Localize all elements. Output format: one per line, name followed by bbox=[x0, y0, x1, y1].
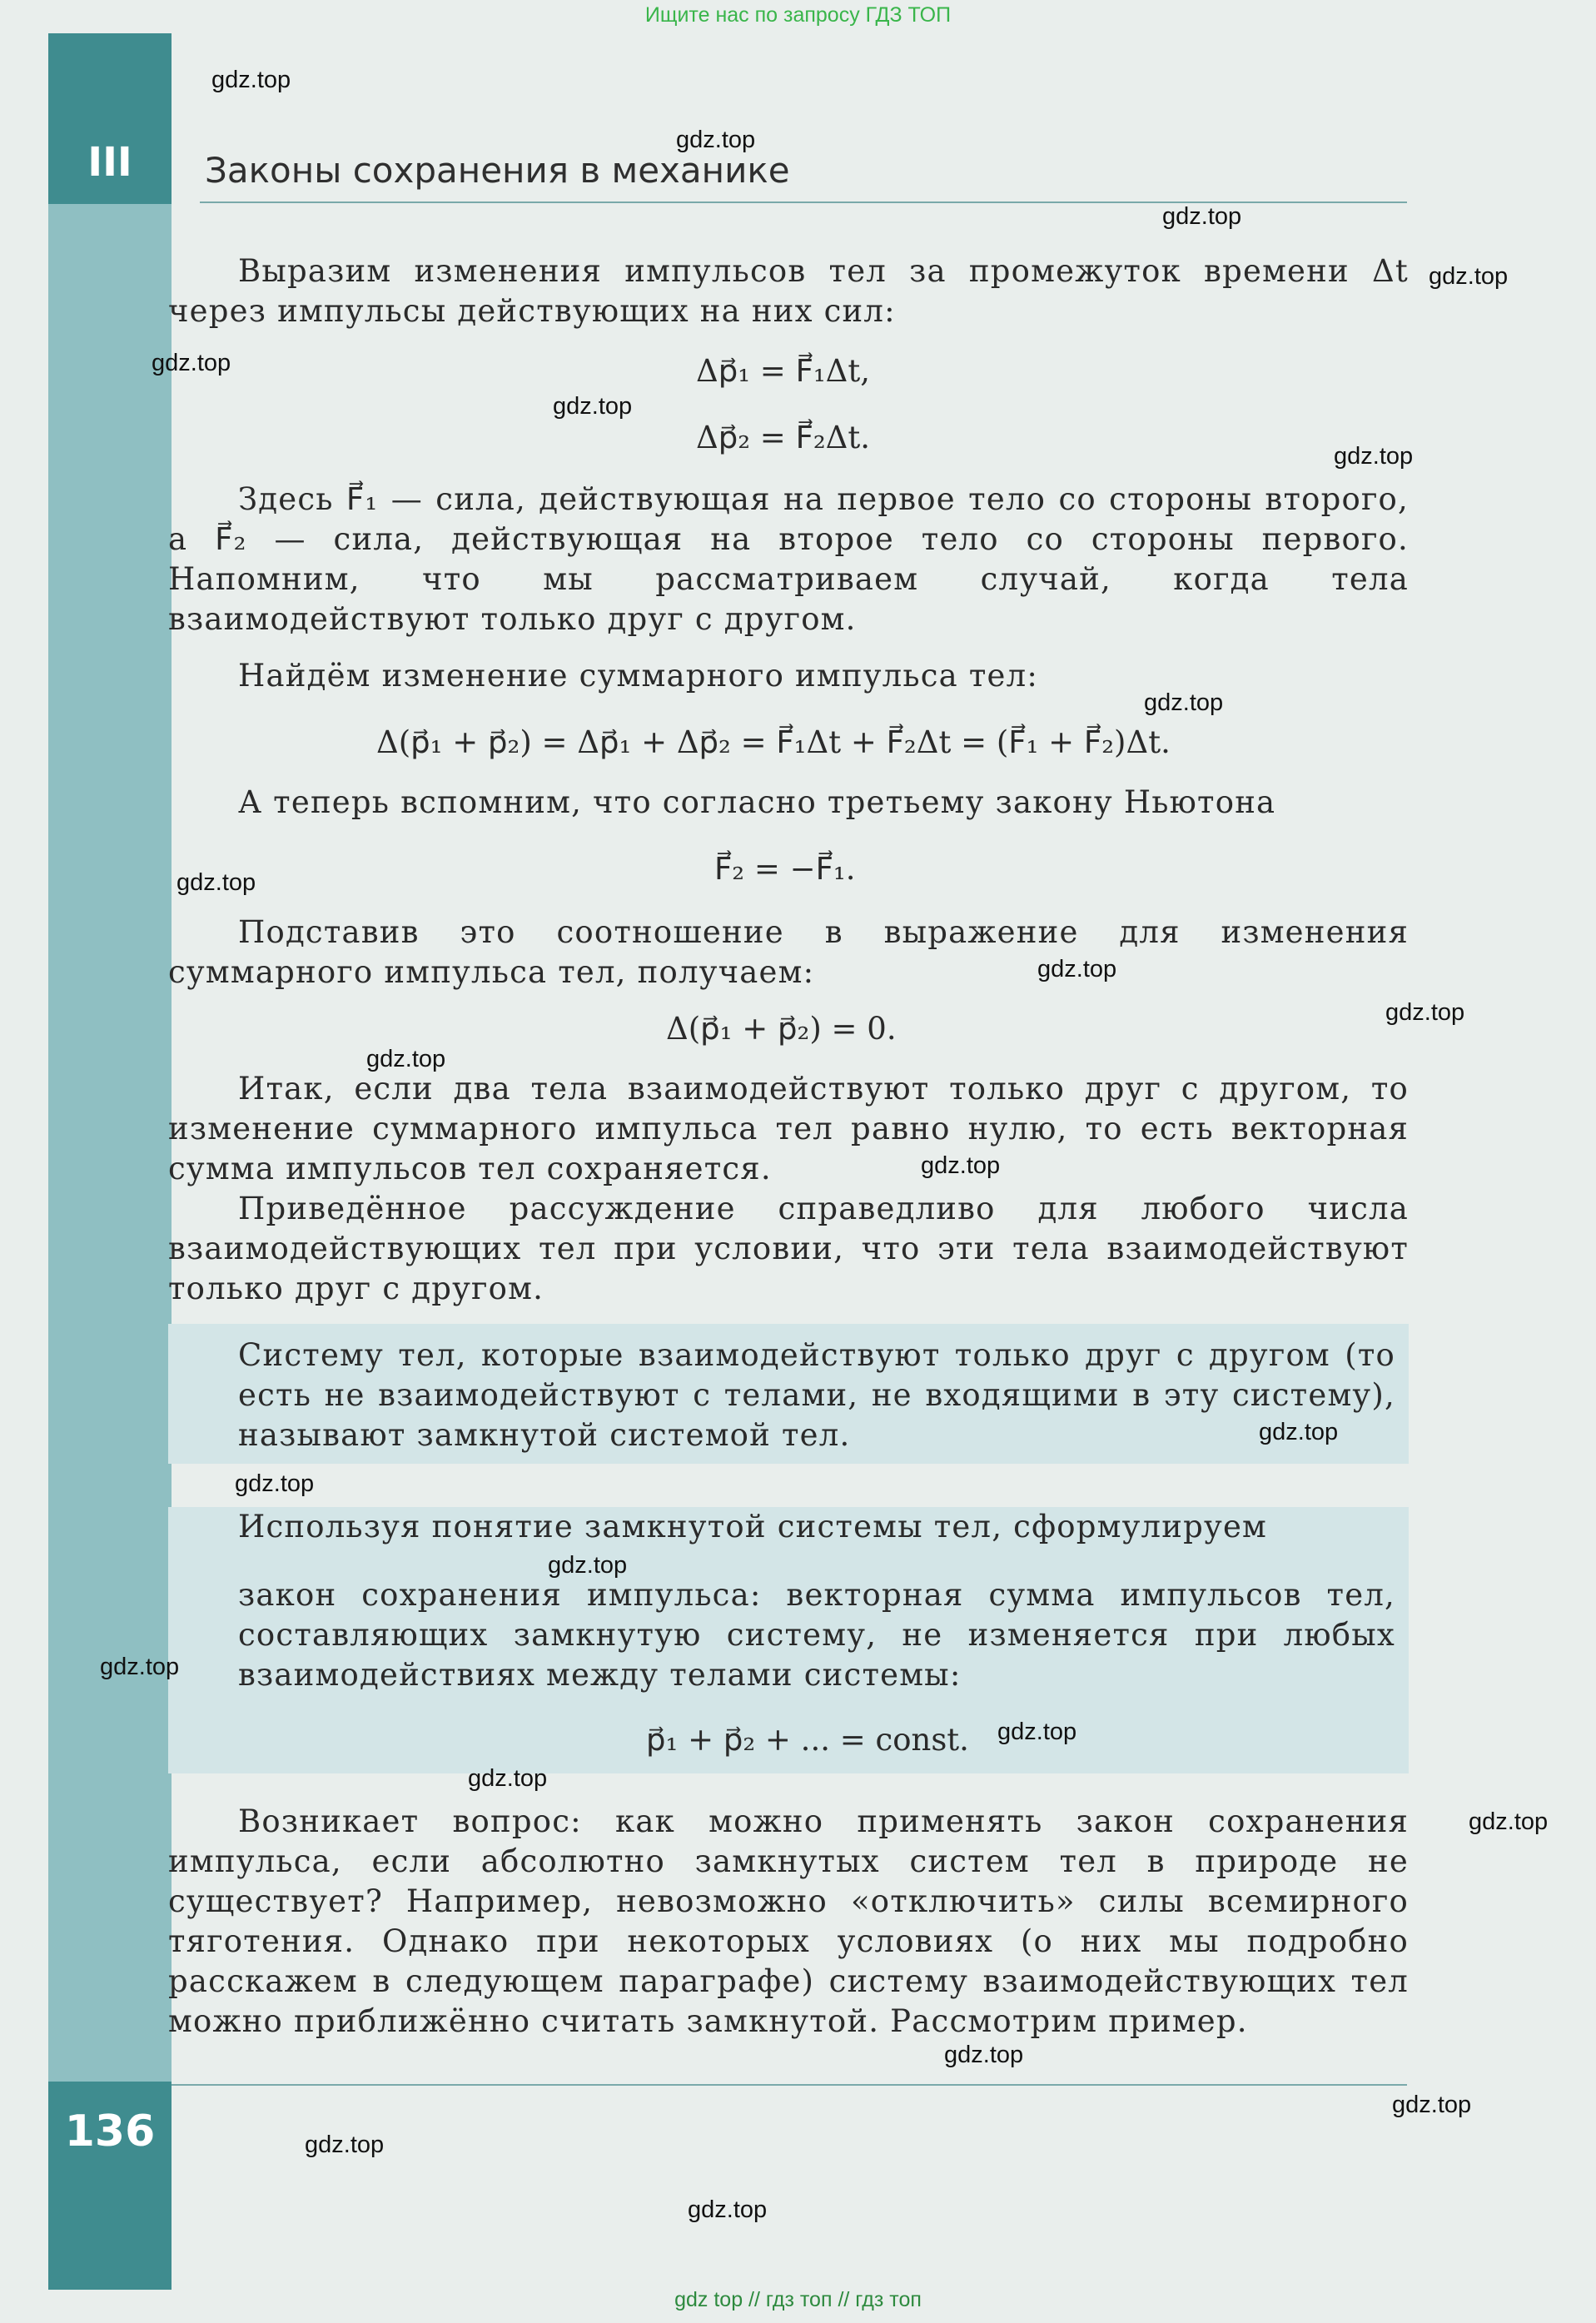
watermark: gdz.top bbox=[1429, 263, 1509, 290]
definition-text: Систему тел, которые взаимодействуют только друг с другом (то есть не взаимодействуют с телами, не входящими в эту систему), называют замкнутой системой тел. bbox=[238, 1337, 1395, 1453]
watermark: gdz.top bbox=[553, 393, 633, 420]
watermark: gdz.top bbox=[100, 1654, 180, 1680]
watermark: gdz.top bbox=[1037, 956, 1117, 982]
watermark: gdz.top bbox=[997, 1719, 1077, 1745]
formula-3: Δ(p⃗₁ + p⃗₂) = Δp⃗₁ + Δp⃗₂ = F⃗₁Δt + F⃗₂Δt = (F⃗₁ + F⃗₂)Δt. bbox=[376, 724, 1171, 760]
watermark: gdz.top bbox=[1162, 203, 1242, 230]
page-number: 136 bbox=[48, 2082, 172, 2290]
paragraph-4: А теперь вспомним, что согласно третьему закону Ньютона bbox=[238, 784, 1276, 820]
page-title: Законы сохранения в механике bbox=[205, 150, 790, 191]
watermark: gdz.top bbox=[235, 1470, 315, 1497]
watermark: gdz.top bbox=[688, 2196, 768, 2223]
paragraph-6: Итак, если два тела взаимодействуют только друг с другом, то изменение суммарного импульса тел равно нулю, то есть векторная сумма импульсов тел сохраняется. bbox=[168, 1071, 1409, 1186]
watermark: gdz.top bbox=[1334, 443, 1414, 470]
paragraph-9: Возникает вопрос: как можно применять закон сохранения импульса, если абсолютно замкнутых систем тел в природе не существует? Например, невозможно «отключить» силы всемирного тяготения. Однако при некоторых условиях (о них мы подробно расскажем в следующем параграфе) систему взаимодействующих тел можно приближённо считать замкнутой. Рассмотрим пример. bbox=[168, 1803, 1409, 2039]
watermark: gdz.top bbox=[305, 2131, 385, 2158]
watermark: gdz.top bbox=[1259, 1419, 1339, 1445]
paragraph-5: Подставив это соотношение в выражение для изменения суммарного импульса тел, получаем: bbox=[168, 914, 1409, 990]
watermark: gdz.top bbox=[1392, 2092, 1472, 2118]
formula-2: Δp⃗₂ = F⃗₂Δt. bbox=[696, 420, 871, 455]
formula-1: Δp⃗₁ = F⃗₁Δt, bbox=[696, 353, 871, 389]
watermark: gdz.top bbox=[468, 1765, 548, 1792]
watermark: gdz.top bbox=[152, 350, 231, 376]
watermark: gdz.top bbox=[1385, 999, 1465, 1026]
watermark: gdz.top bbox=[676, 127, 756, 153]
paragraph-3: Найдём изменение суммарного импульса тел: bbox=[238, 658, 1039, 694]
watermark: gdz.top bbox=[177, 869, 256, 896]
footer-divider bbox=[172, 2084, 1407, 2086]
paragraph-8: Используя понятие замкнутой системы тел, сформулируем bbox=[238, 1509, 1268, 1545]
law-text: закон сохранения импульса: векторная сумма импульсов тел, составляющих замкнутую систему, не изменяется при любых взаимодействиях между телами системы: bbox=[238, 1577, 1395, 1693]
top-banner: Ищите нас по запросу ГДЗ ТОП bbox=[644, 3, 952, 27]
watermark: gdz.top bbox=[921, 1152, 1001, 1179]
paragraph-2: Здесь F⃗₁ — сила, действующая на первое тело со стороны второго, а F⃗₂ — сила, действующая на второе тело со стороны первого. Напомним, что мы рассматриваем случай, когда тела взаимодействуют только друг с другом. bbox=[168, 481, 1409, 637]
watermark: gdz.top bbox=[548, 1552, 628, 1579]
paragraph-7: Приведённое рассуждение справедливо для любого числа взаимодействующих тел при условии, что эти тела взаимодействуют только друг с другом. bbox=[168, 1191, 1409, 1306]
watermark: gdz.top bbox=[1144, 689, 1224, 716]
formula-5: Δ(p⃗₁ + p⃗₂) = 0. bbox=[666, 1011, 897, 1047]
watermark: gdz.top bbox=[944, 2042, 1024, 2068]
chapter-number: III bbox=[48, 33, 172, 204]
paragraph-1: Выразим изменения импульсов тел за промежуток времени Δt через импульсы действующих на них сил: bbox=[168, 253, 1409, 329]
formula-6: p⃗₁ + p⃗₂ + ... = const. bbox=[646, 1722, 969, 1758]
watermark: gdz.top bbox=[1469, 1808, 1549, 1835]
watermark: gdz.top bbox=[366, 1046, 446, 1072]
formula-4: F⃗₂ = −F⃗₁. bbox=[714, 851, 856, 887]
watermark: gdz.top bbox=[211, 67, 291, 93]
bottom-banner: gdz top // гдз топ // гдз топ bbox=[674, 2288, 922, 2311]
